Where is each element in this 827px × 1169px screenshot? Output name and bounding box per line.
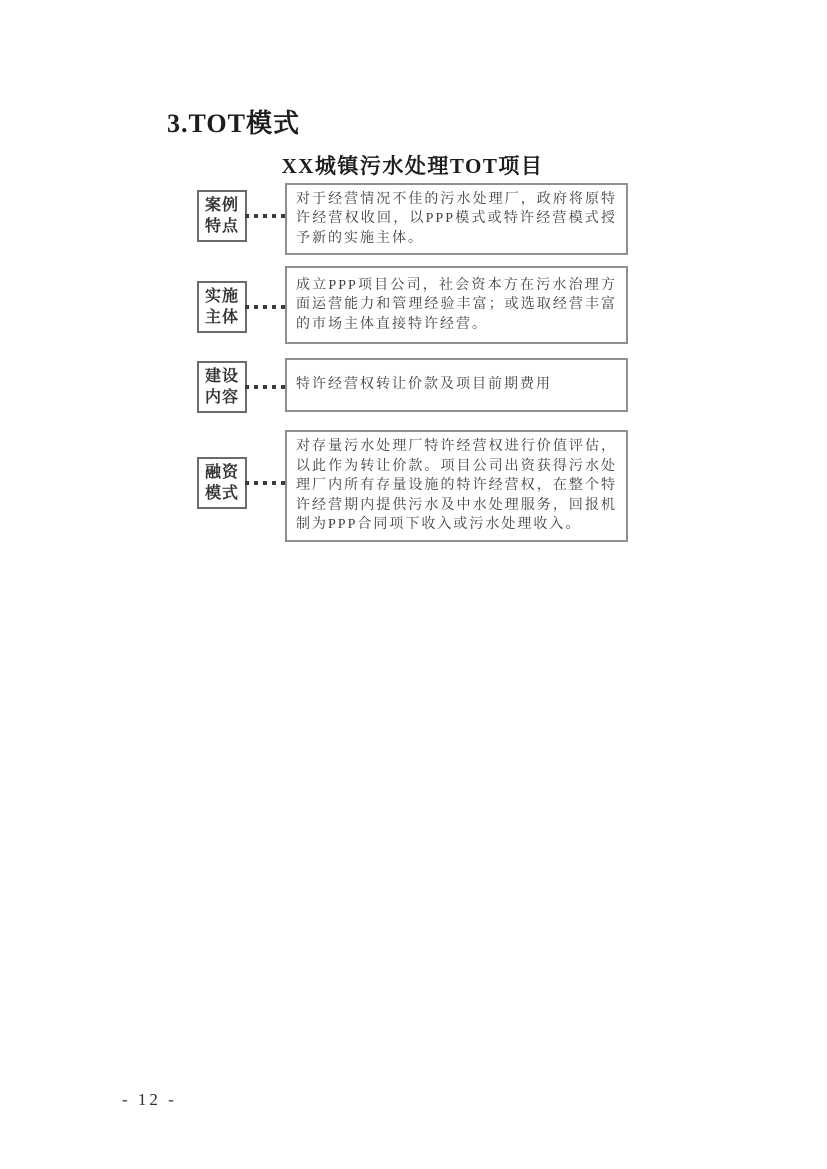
label-box-construction-content (197, 361, 247, 413)
label-box-case-features (197, 190, 247, 242)
content-box-financing-model (285, 430, 628, 542)
dotted-connector (245, 385, 285, 389)
label-box-implementing-entity (197, 281, 247, 333)
content-text: 对存量污水处理厂特许经营权进行价值评估，以此作为转让价款。项目公司出资获得污水处理厂内所有存量设施的特许经营权，在整个特许经营期内提供污水及中水处理服务，回报机制为PPP合同项下收入或污水处理收入。 (296, 439, 617, 533)
label-line: 模式 (204, 485, 239, 502)
section-title: 3.TOT模式 (167, 109, 300, 138)
content-box-case-features (285, 183, 628, 255)
label-line: 特点 (204, 218, 239, 235)
content-text: 对于经营情况不佳的污水处理厂，政府将原特许经营权收回，以PPP模式或特许经营模式授予新的实施主体。 (296, 191, 617, 246)
label-line: 主体 (204, 309, 239, 326)
label-line: 融资 (204, 464, 239, 481)
dotted-connector (245, 481, 285, 485)
content-box-construction-content (285, 358, 628, 412)
label-box-financing-model (197, 457, 247, 509)
page-number: - 12 - (122, 1090, 177, 1109)
label-line: 建设 (204, 368, 239, 385)
content-text: 特许经营权转让价款及项目前期费用 (296, 377, 552, 393)
tot-flow-diagram (197, 0, 628, 560)
diagram-title: XX城镇污水处理TOT项目 (281, 154, 544, 178)
content-text: 成立PPP项目公司，社会资本方在污水治理方面运营能力和管理经验丰富；或选取经营丰富的市场主体直接特许经营。 (296, 277, 617, 332)
label-line: 案例 (204, 197, 239, 214)
label-line: 内容 (204, 389, 239, 406)
content-box-implementing-entity (285, 266, 628, 344)
dotted-connector (245, 305, 285, 309)
dotted-connector (245, 214, 285, 218)
label-line: 实施 (204, 288, 239, 305)
